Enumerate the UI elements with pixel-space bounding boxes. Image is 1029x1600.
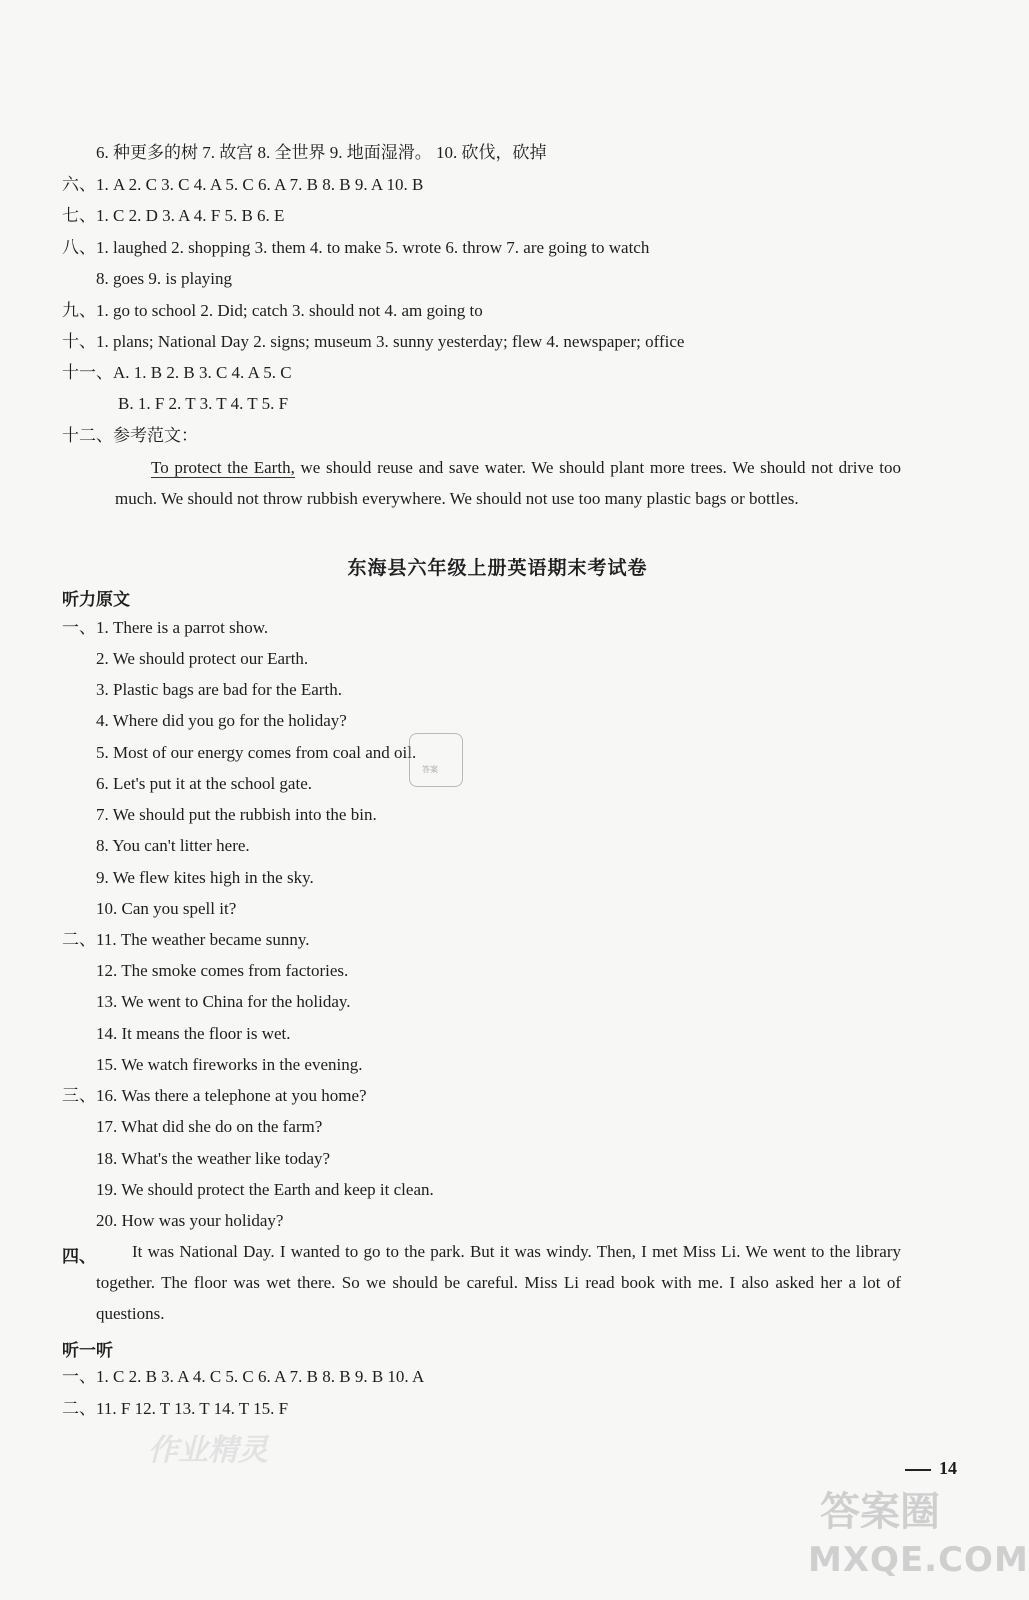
script-line: 18. What's the weather like today? (96, 1149, 331, 1168)
answer-line: 8. goes 9. is playing (96, 269, 232, 288)
page-number: 14 (905, 1458, 957, 1479)
answer-line: 十一、A. 1. B 2. B 3. C 4. A 5. C (62, 363, 292, 382)
script-line: 2. We should protect our Earth. (96, 649, 309, 668)
answer-line: 七、1. C 2. D 3. A 4. F 5. B 6. E (62, 206, 285, 225)
listening-script-label: 听力原文 (62, 590, 130, 609)
passage-label: 四、 (62, 1247, 96, 1266)
script-line: 9. We flew kites high in the sky. (96, 868, 314, 887)
script-line: 4. Where did you go for the holiday? (96, 711, 347, 730)
script-line: 13. We went to China for the holiday. (96, 992, 351, 1011)
script-line: 3. Plastic bags are bad for the Earth. (96, 680, 342, 699)
stamp-mark: 答案 (409, 733, 463, 787)
watermark-url: MXQE.COM (808, 1540, 1029, 1580)
answer-line: 一、1. C 2. B 3. A 4. C 5. C 6. A 7. B 8. B 9. B 10. A (62, 1367, 425, 1386)
script-line: 17. What did she do on the farm? (96, 1117, 323, 1136)
script-line: 8. You can't litter here. (96, 836, 250, 855)
section-title: 东海县六年级上册英语期末考试卷 (347, 558, 648, 579)
listening-passage: It was National Day. I wanted to go to the park. But it was windy. Then, I met Miss Li. We went to the library together. The floor was wet there. So we should be careful. Miss Li read book with me. I also asked her a lot of questions. (96, 1242, 901, 1323)
script-line: 12. The smoke comes from factories. (96, 961, 349, 980)
script-line: 三、16. Was there a telephone at you home? (62, 1086, 367, 1105)
model-essay (115, 452, 901, 514)
answer-line: 6. 种更多的树 7. 故宫 8. 全世界 9. 地面湿滑。 10. 砍伐，砍掉 (96, 143, 547, 162)
essay-body: we should reuse and save water. We should plant more trees. We should not drive too much. We should not throw rubbish everywhere. We should not use too many plastic bags or bottles. (115, 458, 901, 508)
answer-line: 二、11. F 12. T 13. T 14. T 15. F (62, 1399, 289, 1418)
answer-line: 八、1. laughed 2. shopping 3. them 4. to make 5. wrote 6. throw 7. are going to watch (62, 238, 650, 257)
script-line: 7. We should put the rubbish into the bin. (96, 805, 377, 824)
script-line: 5. Most of our energy comes from coal and oil. (96, 743, 417, 762)
script-line: 10. Can you spell it? (96, 899, 237, 918)
answer-line: 十、1. plans; National Day 2. signs; museum 3. sunny yesterday; flew 4. newspaper; office (62, 332, 685, 351)
script-line: 14. It means the floor is wet. (96, 1024, 291, 1043)
listen-section-label: 听一听 (62, 1341, 113, 1360)
script-line: 二、11. The weather became sunny. (62, 930, 310, 949)
script-line: 一、1. There is a parrot show. (62, 618, 269, 637)
answer-line: 十二、参考范文： (62, 426, 198, 445)
answer-line: 六、1. A 2. C 3. C 4. A 5. C 6. A 7. B 8. B 9. A 10. B (62, 175, 424, 194)
watermark-faint: 作业精灵 (148, 1433, 268, 1468)
script-line: 15. We watch fireworks in the evening. (96, 1055, 363, 1074)
answer-line: B. 1. F 2. T 3. T 4. T 5. F (118, 394, 289, 413)
answer-line: 九、1. go to school 2. Did; catch 3. should not 4. am going to (62, 301, 483, 320)
essay-underlined-phrase: To protect the Earth, (151, 458, 295, 477)
watermark-logo: 答案圈 (820, 1489, 940, 1535)
script-line: 19. We should protect the Earth and keep it clean. (96, 1180, 434, 1199)
script-line: 20. How was your holiday? (96, 1211, 284, 1230)
script-line: 6. Let's put it at the school gate. (96, 774, 312, 793)
